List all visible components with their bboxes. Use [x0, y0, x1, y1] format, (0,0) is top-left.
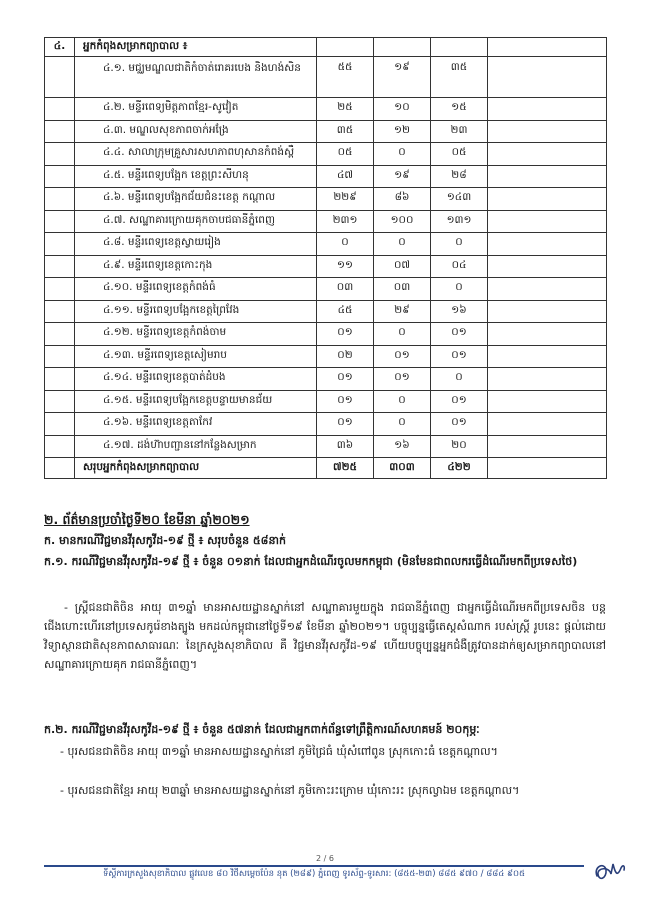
section-index: ៤.: [45, 38, 75, 57]
section-2-title: ២. ព័ត៌មានប្រចាំថ្ងៃទី២០ ខែមីនា ឆ្នាំ២០២១: [44, 512, 250, 527]
row-index-cell: [45, 165, 75, 188]
row-female: ០៧: [374, 255, 431, 278]
row-female: ១២: [374, 120, 431, 143]
total-male: ៤២២: [431, 458, 488, 479]
section-heading: អ្នកកំពុងសម្រាកព្យាបាល ៖: [75, 38, 317, 57]
row-label: ៤.៧. សណ្ឋាគារក្រោយគុកចាបជធានីភ្នំពេញ: [75, 210, 317, 233]
row-female: ០: [374, 143, 431, 166]
row-note-cell: [488, 143, 607, 166]
row-label: ៤.១៧. ដង់ហ៊ាបញ្ជាននៅកន្លែងសម្រាក: [75, 435, 317, 458]
row-note-cell: [488, 368, 607, 391]
row-index-cell: [45, 368, 75, 391]
row-male: ០១: [431, 413, 488, 436]
row-index-cell: [45, 120, 75, 143]
row-male: ១៣១: [431, 210, 488, 233]
footer-address: ទីស្តីការក្រសួងសុខាភិបាល ផ្លូវលេខ ៨០ វិថីសម្តេចប៉ែន នុត (២៨៩) ភ្នំពេញ ទូរស័ព្ទ-ទូរសារ: (៨៥៥-២៣) ៨៨៥ ៩៧០ / ៨៨៤ ៩០៥: [102, 869, 526, 879]
row-female: ០: [374, 390, 431, 413]
table-row: [45, 120, 607, 143]
row-total: ២៣១: [317, 210, 374, 233]
row-index-cell: [45, 98, 75, 121]
row-total: ៣៦: [317, 435, 374, 458]
row-note-cell: [488, 390, 607, 413]
row-female: ១៦: [374, 435, 431, 458]
table-row: [45, 165, 607, 188]
row-male: ០១: [431, 345, 488, 368]
row-male: ០: [431, 368, 488, 391]
table-row: [45, 233, 607, 256]
row-total: ២៥: [317, 98, 374, 121]
row-label: ៤.៤. សាលាក្រុមគ្រួសារសហភាពហុសានកំពង់ស្ពឺ: [75, 143, 317, 166]
row-note-cell: [488, 210, 607, 233]
row-label: ៤.១៥. មន្ទីរពេទ្យបង្អែកខេត្តបន្ទាយមានជ័យ: [75, 390, 317, 413]
row-note-cell: [488, 98, 607, 121]
row-note-cell: [488, 57, 607, 98]
row-label: ៤.១៤. មន្ទីរពេទ្យខេត្តបាត់ដំបង: [75, 368, 317, 391]
row-index-cell: [45, 435, 75, 458]
table-row: [45, 435, 607, 458]
row-note-cell: [488, 165, 607, 188]
row-label: ៤.១២. មន្ទីរពេទ្យខេត្តកំពង់ចាម: [75, 323, 317, 346]
row-total: ៤៥: [317, 300, 374, 323]
row-male: ២០: [431, 435, 488, 458]
row-note-cell: [488, 188, 607, 211]
row-label: ៤.៩. មន្ទីរពេទ្យខេត្តកោះកុង: [75, 255, 317, 278]
table-header-row: [45, 38, 607, 57]
row-total: ០៣: [317, 278, 374, 301]
total-note-cell: [488, 458, 607, 479]
row-total: ៥៥: [317, 57, 374, 98]
footer-divider: [44, 865, 584, 867]
row-male: ៣៥: [431, 57, 488, 98]
page-number: 2 / 6: [316, 854, 334, 863]
row-index-cell: [45, 57, 75, 98]
row-index-cell: [45, 233, 75, 256]
row-male: ០៥: [431, 143, 488, 166]
table-row: [45, 57, 607, 98]
table-row: [45, 368, 607, 391]
table-body: [45, 38, 607, 479]
table-row: [45, 323, 607, 346]
subheading-a: ក. មានករណីវិជ្ជមានវីរុសកូវីដ-១៩ ថ្មី ៖ សរុបចំនួន ៥៨នាក់: [44, 534, 286, 547]
row-total: ៤៧: [317, 165, 374, 188]
empty-cell: [374, 38, 431, 57]
row-female: ០១: [374, 345, 431, 368]
total-index-cell: [45, 458, 75, 479]
row-female: ១៩: [374, 57, 431, 98]
table-row: [45, 345, 607, 368]
row-note-cell: [488, 413, 607, 436]
row-label: ៤.១. មជ្ឈមណ្ឌលជាតិកំចាត់រោគរបេង និងហង់សិន: [75, 57, 317, 98]
row-label: ៤.១៦. មន្ទីរពេទ្យខេត្តតាកែវ: [75, 413, 317, 436]
row-total: ២២៩: [317, 188, 374, 211]
row-note-cell: [488, 435, 607, 458]
row-label: ៤.១០. មន្ទីរពេទ្យខេត្តកំពង់ធំ: [75, 278, 317, 301]
row-index-cell: [45, 345, 75, 368]
total-sum: ៧២៥: [317, 458, 374, 479]
row-male: ២៣: [431, 120, 488, 143]
table-row: [45, 300, 607, 323]
row-label: ៤.៦. មន្ទីរពេទ្យបង្អែកជ័យជំនះខេត្ត កណ្ដាល: [75, 188, 317, 211]
subheading-a2: ក.២. ករណីវិជ្ជមានវីរុសកូវីដ-១៩ ថ្មី ៖ ចំនួន ៥៧នាក់ ដែលជាអ្នកពាក់ព័ន្ធទៅព្រឹត្តិការណ៍សហគមន៍ ២០កុម្ភៈ: [44, 723, 480, 736]
row-label: ៤.២. មន្ទីរពេទ្យមិត្តភាពខ្មែរ-សូវៀត: [75, 98, 317, 121]
row-total: ០១: [317, 323, 374, 346]
row-index-cell: [45, 300, 75, 323]
table-row: [45, 143, 607, 166]
empty-cell: [488, 38, 607, 57]
row-total: ០២: [317, 345, 374, 368]
row-label: ៤.១៣. មន្ទីរពេទ្យខេត្តសៀមរាប: [75, 345, 317, 368]
empty-cell: [317, 38, 374, 57]
signature-mark: [591, 856, 629, 886]
row-label: ៤.៣. មណ្ឌលសុខភាពចាក់អង្រែ: [75, 120, 317, 143]
row-female: ០: [374, 323, 431, 346]
row-male: ១៥: [431, 98, 488, 121]
table-row: [45, 98, 607, 121]
row-note-cell: [488, 233, 607, 256]
table-row: [45, 255, 607, 278]
row-index-cell: [45, 413, 75, 436]
row-male: ០១: [431, 323, 488, 346]
row-female: ១០០: [374, 210, 431, 233]
row-note-cell: [488, 120, 607, 143]
row-female: ១០: [374, 98, 431, 121]
table-total-row: [45, 458, 607, 479]
row-total: ៣៥: [317, 120, 374, 143]
row-total: ០: [317, 233, 374, 256]
row-female: ១៩: [374, 165, 431, 188]
row-male: ០១: [431, 390, 488, 413]
table-row: [45, 390, 607, 413]
row-female: ០: [374, 413, 431, 436]
row-total: ១១: [317, 255, 374, 278]
table-row: [45, 413, 607, 436]
row-male: ០: [431, 278, 488, 301]
row-note-cell: [488, 255, 607, 278]
row-label: ៤.៨. មន្ទីរពេទ្យខេត្តស្វាយរៀង: [75, 233, 317, 256]
row-index-cell: [45, 188, 75, 211]
row-total: ០១: [317, 390, 374, 413]
table-row: [45, 278, 607, 301]
row-male: ១៦: [431, 300, 488, 323]
row-female: ០: [374, 233, 431, 256]
paragraph-a1: - ស្ត្រីជនជាតិចិន អាយុ ៣១ឆ្នាំ មានអាសយដ្ឋានស្នាក់នៅ សណ្ឋាគារមួយក្នុង រាជធានីភ្នំពេញ ជាអ្នកធ្វើដំណើរមកពីប្រទេសចិន បន្តជើងហោះហើរនៅប្រទេសកូរ៉េខាងត្បូង មកដល់កម្ពុជានៅថ្ងៃទី១៩ ខែមីនា ឆ្នាំ២០២១។ បច្ចុប្បន្នធ្វើតេស្តសំណាក របស់ស្ត្រី រូបនេះ ផ្តល់ដោយវិទ្យាស្ថានជាតិសុខភាពសាធារណៈ នៃក្រសួងសុខាភិបាល គឺ វិជ្ជមានវីរុសកូវីដ-១៩ ហើយបច្ចុប្បន្នអ្នកជំងឺត្រូវបានដាក់ឲ្យសម្រាកព្យាបាលនៅ សណ្ឋាគារក្រោយគុក រាជធានីភ្នំពេញ។: [44, 601, 606, 671]
row-male: ០: [431, 233, 488, 256]
table-row: [45, 188, 607, 211]
row-label: ៤.១១. មន្ទីរពេទ្យបង្អែកខេត្តព្រៃវែង: [75, 300, 317, 323]
total-female: ៣០៣: [374, 458, 431, 479]
empty-cell: [431, 38, 488, 57]
subheading-a1: ក.១. ករណីវិជ្ជមានវីរុសកូវីដ-១៩ ថ្មី ៖ ចំនួន ០១នាក់ ដែលជាអ្នកដំណើរចូលមកកម្ពុជា (មិនមែនជាពលករធ្វើដំណើរមកពីប្រទេសថៃ): [44, 555, 578, 568]
row-female: ២៩: [374, 300, 431, 323]
row-note-cell: [488, 345, 607, 368]
row-total: ០៥: [317, 143, 374, 166]
bullet-case-2: - បុរសជនជាតិខ្មែរ អាយុ ២៣ឆ្នាំ មានអាសយដ្ឋានស្នាក់នៅ ភូមិកោះរះក្រោម ឃុំកោះរះ ស្រុកល្វាឯម ខេត្តកណ្ដាល។: [60, 784, 520, 797]
row-index-cell: [45, 143, 75, 166]
row-female: ៨៦: [374, 188, 431, 211]
row-index-cell: [45, 278, 75, 301]
row-note-cell: [488, 300, 607, 323]
row-total: ០១: [317, 413, 374, 436]
row-note-cell: [488, 278, 607, 301]
row-index-cell: [45, 210, 75, 233]
row-female: ០១: [374, 368, 431, 391]
row-label: ៤.៥. មន្ទីរពេទ្យបង្អែក ខេត្តព្រះសីហនុ: [75, 165, 317, 188]
total-label: សរុបអ្នកកំពុងសម្រាកព្យាបាល: [75, 458, 317, 479]
table-row: [45, 210, 607, 233]
row-index-cell: [45, 390, 75, 413]
row-index-cell: [45, 255, 75, 278]
row-index-cell: [45, 323, 75, 346]
bullet-case-1: - បុរសជនជាតិចិន អាយុ ៣១ឆ្នាំ មានអាសយដ្ឋានស្នាក់នៅ ភូមិជ្រៃធំ ឃុំសំពៅពូន ស្រុកកោះធំ ខេត្តកណ្ដាល។: [60, 745, 498, 758]
row-male: ០៤: [431, 255, 488, 278]
treatment-table: [44, 37, 607, 479]
row-male: ២៨: [431, 165, 488, 188]
row-female: ០៣: [374, 278, 431, 301]
row-total: ០១: [317, 368, 374, 391]
row-note-cell: [488, 323, 607, 346]
row-male: ១៤៣: [431, 188, 488, 211]
